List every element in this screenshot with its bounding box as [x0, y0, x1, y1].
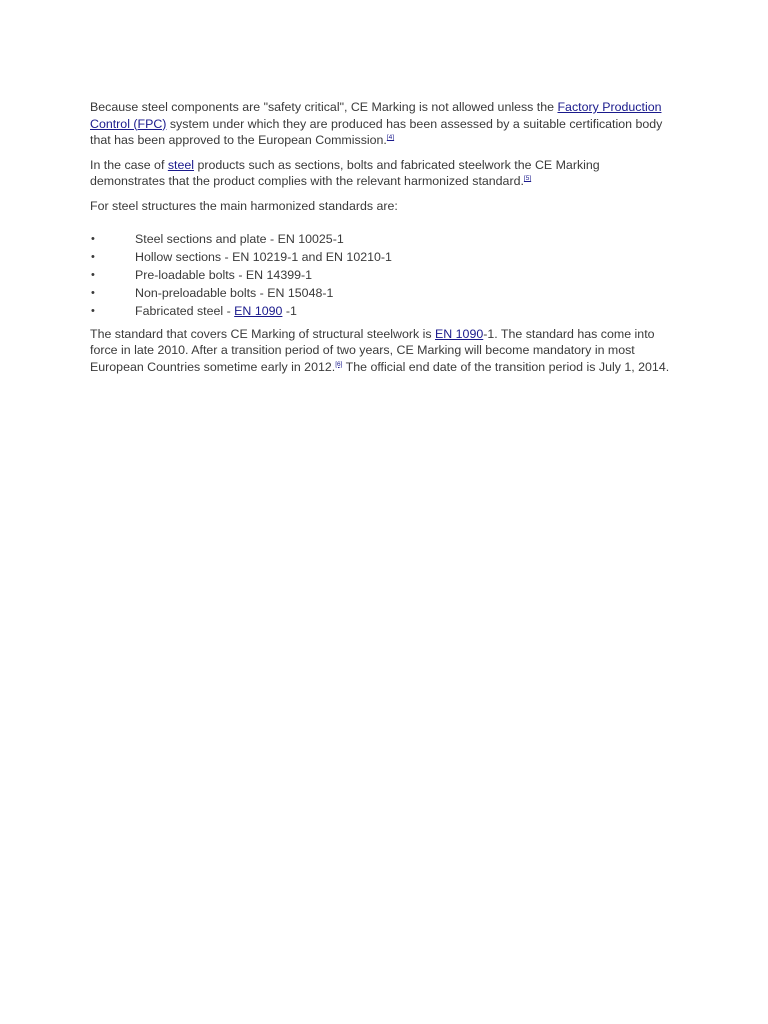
list-item-text: Pre-loadable bolts - EN 14399-1 [135, 268, 313, 282]
paragraph-text: The standard that covers CE Marking of structural steelwork is [90, 326, 436, 341]
bullet-icon: • [91, 251, 95, 263]
reference-5-link[interactable]: [5] [523, 175, 532, 182]
en-1090-link[interactable]: EN 1090 [234, 304, 283, 318]
en-1090-link[interactable]: EN 1090 [435, 326, 484, 341]
steel-link[interactable]: steel [167, 157, 195, 172]
bullet-icon: • [91, 269, 95, 281]
bullet-icon: • [91, 287, 95, 299]
reference-4-link[interactable]: [4] [386, 134, 395, 141]
list-item-text: Steel sections and plate - EN 10025-1 [135, 232, 344, 246]
standards-list [90, 231, 670, 320]
reference-superscript [387, 134, 394, 141]
paragraph-text: The official end date of the transition period is July 1, 2014. [342, 359, 670, 374]
bullet-icon: • [91, 233, 95, 245]
list-item [90, 267, 670, 284]
bullet-icon: • [91, 305, 95, 317]
reference-6-link[interactable]: [6] [335, 360, 343, 368]
document-body [90, 99, 670, 383]
paragraph-text: In the case of [90, 157, 168, 172]
list-item [90, 231, 670, 248]
reference-superscript [524, 175, 531, 182]
paragraph-text: system under which they are produced has been assessed by a suitable certification body that has been approved to the European Commission. [90, 116, 663, 147]
paragraph-en1090 [90, 326, 670, 376]
list-item [90, 285, 670, 302]
paragraph-text: -1. The standard has come into force in late 2010. After a transition period of two years, CE Marking will become mandatory in most European Countries sometime early in 2012. [90, 326, 655, 374]
paragraph-text: Because steel components are "safety critical", CE Marking is not allowed unless the [90, 100, 558, 114]
list-item-text: Fabricated steel - [135, 304, 235, 318]
list-item [90, 303, 670, 320]
paragraph-text: products such as sections, bolts and fabricated steelwork the CE Marking demonstrates that the product complies with the relevant harmonized standard. [90, 157, 600, 188]
list-item [90, 249, 670, 266]
list-item-text: -1 [282, 304, 297, 318]
paragraph-fpc [90, 99, 670, 149]
paragraph-steel-products [90, 157, 670, 190]
list-item-text: Non-preloadable bolts - EN 15048-1 [135, 286, 334, 300]
factory-production-control-link[interactable]: Factory Production Control (FPC) [90, 100, 662, 131]
list-item-text: Hollow sections - EN 10219-1 and EN 10210-1 [135, 250, 392, 264]
paragraph-standards-intro: For steel structures the main harmonized standards are: [90, 198, 398, 213]
